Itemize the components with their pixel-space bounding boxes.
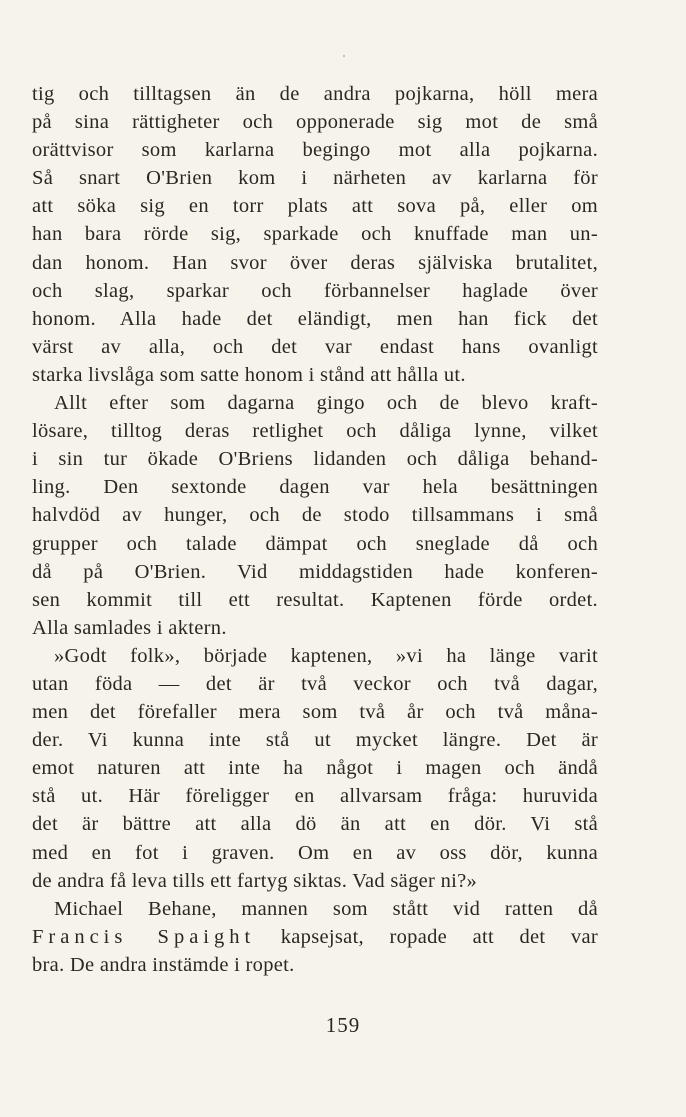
text-line-28: med en fot i graven. Om en av oss dör, kunna [32,841,598,864]
text-line-1: tig och tilltagsen än de andra pojkarna, höll mera [32,83,598,105]
text-line-14: i sin tur ökade O'Briens lidanden och dåliga behand- [32,448,598,471]
text-line-2: på sina rättigheter och opponerade sig mot de små [32,111,598,134]
text-line-29: de andra få leva tills ett fartyg siktas. Vad säger ni?» [32,869,478,892]
text-line-22: utan föda — det är två veckor och två dagar, [32,672,598,695]
text-line-31 [32,923,598,951]
text-line-12: Allt efter som dagarna gingo och de blevo kraft- [54,392,598,415]
text-line-11: starka livslåga som satte honom i stånd att hålla ut. [32,363,466,386]
text-line-19: sen kommit till ett resultat. Kaptenen förde ordet. [32,588,598,611]
page-number: 159 [325,1013,361,1037]
text-line-8: och slag, sparkar och förbannelser haglade över [32,279,598,302]
text-line-26: stå ut. Här föreligger en allvarsam fråga: huruvida [32,785,598,808]
text-line-25: emot naturen att inte ha något i magen och ändå [32,757,598,780]
text-line-32: bra. De andra instämde i ropet. [32,953,295,976]
page-text [32,80,598,979]
text-line-23: men det förefaller mera som två år och två måna- [32,701,598,724]
text-line-17: grupper och talade dämpat och sneglade då och [32,532,598,555]
text-line-30: Michael Behane, mannen som stått vid ratten då [54,897,598,920]
text-line-15: ling. Den sextonde dagen var hela besättningen [32,476,598,499]
text-line-7: dan honom. Han svor över deras själviska brutalitet, [32,251,598,274]
text-line-27: det är bättre att alla dö än att en dör. Vi stå [32,813,598,836]
text-line-4: Så snart O'Brien kom i närheten av karlarna för [32,167,598,190]
text-line-16: halvdöd av hunger, och de stodo tillsammans i små [32,504,598,527]
text-line-24: der. Vi kunna inte stå ut mycket längre. Det är [32,729,598,752]
text-line-18: då på O'Brien. Vid middagstiden hade konferen- [32,560,598,583]
text-line-6: han bara rörde sig, sparkade och knuffade man un- [32,223,598,246]
text-line-3: orättvisor som karlarna begingo mot alla pojkarna. [32,139,598,162]
text-line-31-rest: kapsejsat, ropade att det var [280,925,598,948]
text-line-20: Alla samlades i aktern. [32,616,227,639]
text-line-10: värst av alla, och det var endast hans ovanligt [32,335,598,358]
text-line-5: att söka sig en torr plats att sova på, eller om [32,195,598,218]
text-line-21: »Godt folk», började kaptenen, »vi ha länge varit [54,644,598,667]
ship-name: Francis Spaight [32,925,256,948]
text-line-13: lösare, tilltog deras retlighet och dåliga lynne, vilket [32,420,598,443]
text-line-9: honom. Alla hade det eländigt, men han fick det [32,307,598,330]
paper-speck [343,55,345,57]
